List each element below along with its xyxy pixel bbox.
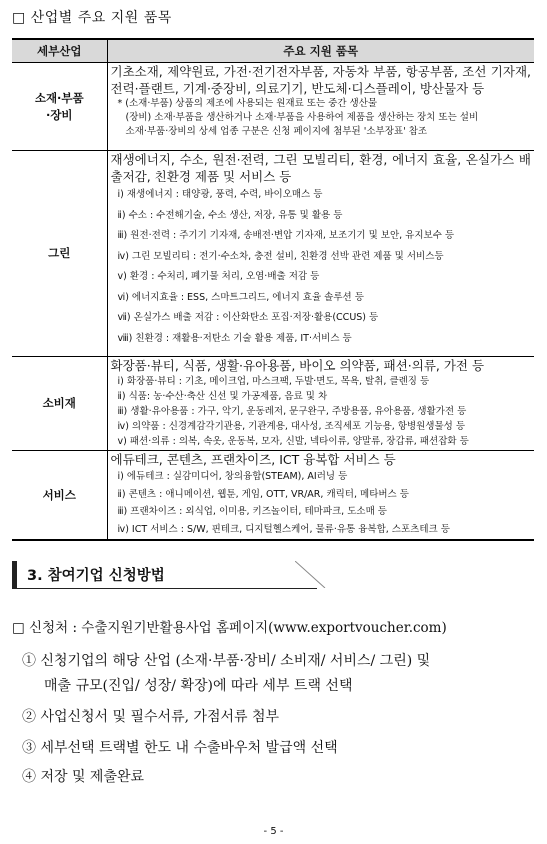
note-text: (장비) 소재·부품을 생산하거나 소재·부품을 사용하여 제품을 생산하는 장치 또는 설비	[125, 112, 479, 123]
list-item: ⅱ) 콘텐츠 : 애니메이션, 웹툰, 게임, OTT, VR/AR, 캐릭터, 메타버스 등	[117, 488, 409, 500]
category-cell: 그린	[12, 151, 107, 357]
section-3-title-box	[12, 561, 317, 589]
header-industry: 세부산업	[12, 39, 107, 63]
category-cell: 소비재	[12, 357, 107, 451]
list-item: ⅶ) 온실가스 배출 저감 : 이산화탄소 포집·저장·활용(CCUS) 등	[117, 312, 379, 323]
lead-text: 기초소재, 제약원료, 가전·전기전자부품, 자동차 부품, 항공부품, 조선 기자재, 전력·플랜트, 기계·중장비, 의료기기, 반도체·디스플레이, 방산물자 등	[110, 64, 531, 96]
step-1-continued: 매출 규모(진입/ 성장/ 확장)에 따라 세부 트랙 선택	[44, 678, 353, 694]
lead-text: 에듀테크, 콘텐츠, 프랜차이즈, ICT 융복합 서비스 등	[110, 452, 396, 467]
list-item: ⅲ) 생활·유아용품 : 가구, 악기, 운동레저, 문구완구, 주방용품, 유아용품, 생활가전 등	[117, 406, 467, 417]
items-cell	[107, 63, 534, 151]
support-items-table	[12, 38, 534, 541]
lead-text: 재생에너지, 수소, 원전·전력, 그린 모빌리티, 환경, 에너지 효율, 온실가스 배출저감, 친환경 제품 및 서비스 등	[110, 152, 531, 184]
step-4: ④ 저장 및 제출완료	[22, 769, 145, 785]
section-heading: □ 산업별 주요 지원 품목	[12, 10, 172, 26]
category-cell: 소재·부품 ·장비	[12, 63, 107, 151]
list-item: ⅲ) 프랜차이즈 : 외식업, 이미용, 키즈놀이터, 테마파크, 도소매 등	[117, 506, 387, 517]
list-item: ⅰ) 에듀테크 : 실감미디어, 창의융합(STEAM), AI러닝 등	[117, 471, 348, 482]
step-1: ① 신청기업의 해당 산업 (소재·부품·장비/ 소비재/ 서비스/ 그린) 및	[22, 653, 431, 669]
header-items: 주요 지원 품목	[107, 39, 534, 63]
category-cell: 서비스	[12, 451, 107, 541]
step-3: ③ 세부선택 트랙별 한도 내 수출바우처 발급액 선택	[22, 740, 338, 756]
items-cell	[107, 151, 534, 357]
list-item: ⅰ) 재생에너지 : 태양광, 풍력, 수력, 바이오매스 등	[117, 189, 323, 200]
lead-text: 화장품·뷰티, 식품, 생활·유아용품, 바이오 의약품, 패션·의류, 가전 등	[110, 358, 485, 373]
title-slant-decoration	[295, 561, 335, 588]
list-item: ⅷ) 친환경 : 재활용·저탄소 기술 활용 제품, IT·서비스 등	[117, 332, 352, 344]
note-text: * (소재·부품) 상품의 제조에 사용되는 원재료 또는 중간 생산물	[117, 98, 378, 109]
note-text: 소재·부품·장비의 상세 업종 구분은 신청 페이지에 첨부된 '소부장표' 참조	[125, 126, 428, 137]
list-item: ⅰ) 화장품·뷰티 : 기초, 메이크업, 마스크팩, 두발·면도, 목욕, 탈취, 클렌징 등	[117, 376, 430, 387]
list-item: ⅳ) 그린 모빌리티 : 전기·수소차, 충전 설비, 친환경 선박 관련 제품 및 서비스등	[117, 250, 444, 262]
page-number: - 5 -	[263, 826, 284, 837]
section-3-title: 3. 참여기업 신청방법	[27, 568, 165, 584]
list-item: ⅴ) 패션·의류 : 의복, 속옷, 운동복, 모자, 신발, 넥타이류, 양말류, 장갑류, 패션잡화 등	[117, 436, 469, 447]
list-item: ⅳ) 의약품 : 신경계감각기관용, 기관계용, 대사성, 조직세포 기능용, 항병원생물성 등	[117, 421, 466, 432]
items-cell	[107, 357, 534, 451]
table-row	[12, 357, 534, 451]
table-row	[12, 63, 534, 151]
list-item: ⅴ) 환경 : 수처리, 폐기물 처리, 오염·배출 저감 등	[117, 271, 320, 282]
step-2: ② 사업신청서 및 필수서류, 가점서류 첨부	[22, 709, 280, 725]
items-cell	[107, 451, 534, 541]
table-row	[12, 151, 534, 357]
list-item: ⅲ) 원전·전력 : 주기기 기자재, 송배전·변압 기자재, 보조기기 및 보안, 유지보수 등	[117, 230, 455, 241]
apply-location: □ 신청처 : 수출지원기반활용사업 홈페이지(www.exportvoucher.com)	[12, 620, 447, 636]
table-header-row	[12, 39, 534, 63]
list-item: ⅱ) 수소 : 수전해기술, 수소 생산, 저장, 유통 및 활용 등	[117, 209, 343, 221]
list-item: ⅵ) 에너지효율 : ESS, 스마트그리드, 에너지 효율 솔루션 등	[117, 291, 364, 303]
table-row	[12, 451, 534, 541]
list-item: ⅱ) 식품: 농·수산·축산 신선 및 가공제품, 음료 및 차	[117, 391, 328, 402]
list-item: ⅳ) ICT 서비스 : S/W, 핀테크, 디지털헬스케어, 물류·유통 융복합, 스포츠테크 등	[117, 523, 450, 535]
